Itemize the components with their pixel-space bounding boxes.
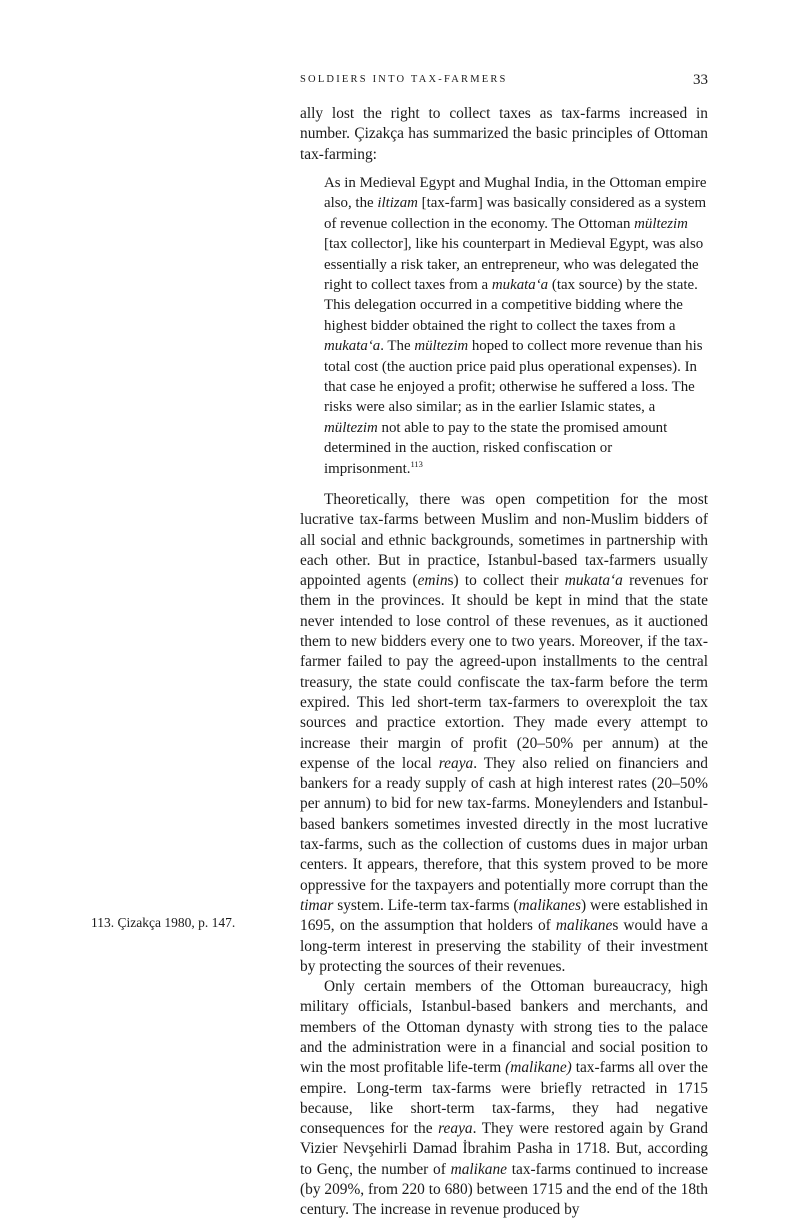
term-reaya: reaya xyxy=(438,1120,473,1138)
term-mukata: mukata‘a xyxy=(491,276,549,293)
quote-text: hoped to collect more revenue than his total cost (the auction price paid plus operational expenses). In that case he enjoyed a profit; otherwise he suffered a loss. The risks were also similar; as in the earlier Islamic states, a xyxy=(324,338,703,416)
quote-text: [tax collector], like his counterpart in Medieval Egypt, was also essentially a risk taker, an entrepreneur, who was delegated the right to collect taxes from a xyxy=(324,236,704,293)
quote-text: As in Medieval Egypt and Mughal India, in the Ottoman empire also, the xyxy=(324,174,707,212)
paragraph-text: ) were established in 1695, on the assumption that holders of xyxy=(300,896,708,935)
term-mukata: mukata‘a xyxy=(564,572,623,590)
body-text xyxy=(300,104,708,1221)
term-malikane: (malikane) xyxy=(505,1059,572,1077)
paragraph-text: Only certain members of the Ottoman bureaucracy, high military officials, Istanbul-based bankers and merchants, and members of the Ottoman dynasty with strong ties to the palace and the administration were in a financial and social position to win the most profitable life-term xyxy=(300,978,708,1077)
quote-text: . The xyxy=(380,338,415,355)
running-title: SOLDIERS INTO TAX-FARMERS xyxy=(300,74,508,85)
quote-text: [tax-farm] was basically considered as a system of revenue collection in the economy. The Ottoman xyxy=(324,195,707,232)
term-malikane: malikane xyxy=(450,1160,508,1178)
quote-text: not able to pay to the state the promised amount determined in the auction, risked confiscation or imprisonment. xyxy=(324,419,668,477)
paragraph-text: . They also relied on financiers and bankers for a ready supply of cash at high interest rates (20–50% per annum) to bid for new tax-farms. Moneylenders and Istanbul-based bankers sometimes invested directly in the most lucrative tax-farms, such as the collection of customs dues in major urban centers. It appears, therefore, that this system proved to be more oppressive for the taxpayers and potentially more corrupt than the xyxy=(300,754,708,894)
footnote-reference: 113 xyxy=(410,458,423,469)
term-reaya: reaya xyxy=(438,754,474,772)
term-mukata: mukata‘a xyxy=(324,338,381,355)
term-emin: emin xyxy=(417,572,448,590)
paragraph-text: system. Life-term tax-farms ( xyxy=(333,896,519,914)
paragraph-text: tax-farms all over the empire. Long-term tax-farms were briefly retracted in 1715 because, like short-term tax-farms, they had negative consequences for the xyxy=(300,1059,708,1138)
term-malikanes: malikanes xyxy=(518,896,581,914)
running-head xyxy=(300,74,708,92)
paragraph-text: . They were restored again by Grand Vizier Nevşehirli Damad İbrahim Pasha in 1718. But, according to Genç, the number of xyxy=(300,1120,709,1178)
term-multezim: mültezim xyxy=(324,419,378,436)
term-timar: timar xyxy=(300,896,334,914)
term-multezim: mültezim xyxy=(634,215,688,232)
block-quote xyxy=(324,173,708,479)
block-quote-paragraph xyxy=(324,173,708,479)
paragraph-text: s would have a long-term interest in preserving the stability of their investment by protecting the sources of their revenues. xyxy=(300,917,708,975)
page-number: 33 xyxy=(693,72,708,88)
footnote: 113. Çizakça 1980, p. 147. xyxy=(91,915,236,930)
paragraph-text: Theoretically, there was open competition for the most lucrative tax-farms between Muslim and non-Muslim bidders of all social and ethnic backgrounds, sometimes in partnership with each other. But in practice, Istanbul-based tax-farmers usually appointed agents ( xyxy=(300,490,708,590)
term-malikane: malikane xyxy=(555,917,613,935)
term-multezim: mültezim xyxy=(414,338,469,355)
paragraph-only-certain xyxy=(300,977,708,1221)
intro-paragraph: ally lost the right to collect taxes as tax-farms increased in number. Çizakça has summarized the basic principles of Ottoman tax-farming: xyxy=(300,105,708,163)
paragraph-theoretically xyxy=(300,490,708,977)
paragraph-text: revenues for them in the provinces. It should be kept in mind that the state never intended to lose control of these revenues, as it auctioned them to new bidders every one to two years. Moreover, if the tax-farmer failed to pay the agreed-upon installments to the central treasury, the state could confiscate the tax-farm before the term expired. This led short-term tax-farmers to overexploit the tax sources and practice extortion. They made every attempt to increase their margin of profit (20–50% per annum) at the expense of the local xyxy=(300,572,708,772)
paragraph-text: tax-farms continued to increase (by 209%, from 220 to 680) between 1715 and the end of the 18th century. The increase in revenue produced by xyxy=(300,1160,708,1219)
term-iltizam: iltizam xyxy=(377,195,418,212)
paragraph-text: s) to collect their xyxy=(447,572,565,590)
quote-text: (tax source) by the state. This delegation occurred in a competitive bidding where the highest bidder obtained the right to collect the taxes from a xyxy=(324,276,698,334)
